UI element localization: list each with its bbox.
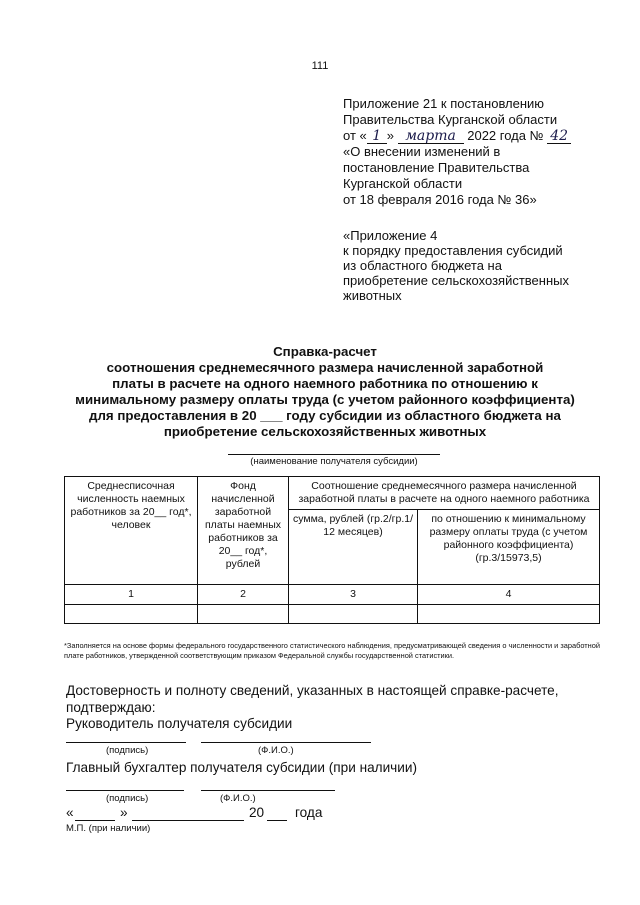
stamp-note: М.П. (при наличии)	[66, 823, 151, 834]
appendix-header	[343, 96, 633, 208]
recipient-caption: (наименование получателя субсидии)	[250, 456, 418, 467]
signature-caption: (подпись)	[106, 745, 149, 756]
calculation-table	[64, 476, 600, 624]
page-number: 111	[311, 60, 329, 72]
data-cell[interactable]	[198, 605, 289, 624]
handwritten-day: 1	[367, 129, 387, 144]
head-fio-line[interactable]	[201, 742, 371, 743]
appendix-line: «О внесении изменений в	[343, 144, 501, 159]
title-line: приобретение сельскохозяйственных животных	[163, 424, 487, 439]
fio-caption: (Ф.И.О.)	[220, 793, 256, 804]
appendix-line: от 18 февраля 2016 года № 36»	[343, 192, 537, 207]
date-close-quote: »	[120, 805, 128, 820]
date-open-quote: «	[66, 805, 74, 820]
confirmation-text	[66, 682, 606, 716]
annex-line: к порядку предоставления субсидий	[343, 243, 563, 258]
annex-line: «Приложение 4	[343, 228, 438, 243]
appendix-line: Курганской области	[343, 176, 463, 191]
annex-line: из областного бюджета на	[343, 258, 502, 273]
date-line	[66, 805, 366, 823]
document-title	[60, 344, 590, 440]
confirmation-line: подтверждаю:	[66, 700, 156, 715]
title-line: платы в расчете на одного наемного работника по отношению к	[112, 376, 538, 391]
head-label: Руководитель получателя субсидии	[66, 716, 293, 731]
column-number: 1	[65, 585, 198, 605]
title-line: соотношения среднемесячного размера начисленной заработной	[106, 360, 544, 375]
annex-line: приобретение сельскохозяйственных	[343, 273, 569, 288]
title-line: Справка-расчет	[273, 344, 377, 359]
date-day-blank[interactable]	[75, 820, 115, 821]
data-cell[interactable]	[289, 605, 418, 624]
header-ratio: Соотношение среднемесячного размера начисленной заработной платы в расчете на одного наемного работника	[289, 477, 600, 510]
date-year-blank[interactable]	[267, 820, 287, 821]
accountant-label: Главный бухгалтер получателя субсидии (при наличии)	[66, 760, 417, 775]
appendix-line: постановление Правительства	[343, 160, 530, 175]
appendix-line: Приложение 21 к постановлению	[343, 96, 545, 111]
header-mrot-ratio: по отношению к минимальному размеру оплаты труда (с учетом районного коэффициента) (гр.3/15973,5)	[418, 510, 600, 585]
date-mid: »	[386, 128, 394, 143]
recipient-name-line	[228, 454, 440, 455]
title-line: минимальному размеру оплаты труда (с учетом районного коэффициента)	[75, 392, 575, 407]
column-number: 3	[289, 585, 418, 605]
head-signature-line[interactable]	[66, 742, 186, 743]
header-wage-fund: Фонд начисленной заработной платы наемных работников за 20__ год*, рублей	[198, 477, 289, 585]
column-number: 2	[198, 585, 289, 605]
title-line: для предоставления в 20 ___ году субсидии из областного бюджета на	[89, 408, 561, 423]
fio-caption: (Ф.И.О.)	[258, 745, 294, 756]
confirmation-line: Достоверность и полноту сведений, указанных в настоящей справке-расчете,	[66, 683, 559, 698]
handwritten-month: марта	[398, 129, 464, 144]
appendix-date-line	[343, 128, 633, 144]
footnote: *Заполняется на основе формы федерального государственного статистического наблюдения, предусматривающей сведения о численности и заработной плате работников, утвержденной соответствующим приказом Федеральной службы государственной статистики.	[64, 641, 600, 660]
header-headcount: Среднесписочная численность наемных работников за 20__ год*, человек	[65, 477, 198, 585]
signature-caption: (подпись)	[106, 793, 149, 804]
date-month-blank[interactable]	[132, 820, 244, 821]
appendix-line: Правительства Курганской области	[343, 112, 558, 127]
accountant-signature-line[interactable]	[66, 790, 184, 791]
accountant-fio-line[interactable]	[201, 790, 335, 791]
column-number: 4	[418, 585, 600, 605]
data-cell[interactable]	[418, 605, 600, 624]
annex-4-header	[343, 228, 633, 303]
date-year-suffix: года	[295, 805, 323, 820]
date-year: 2022 года №	[467, 128, 544, 143]
data-cell[interactable]	[65, 605, 198, 624]
date-prefix: от «	[343, 128, 367, 143]
annex-line: животных	[343, 288, 402, 303]
date-year-prefix: 20	[249, 805, 265, 820]
handwritten-number: 42	[547, 129, 571, 144]
header-sum: сумма, рублей (гр.2/гр.1/ 12 месяцев)	[289, 510, 418, 585]
